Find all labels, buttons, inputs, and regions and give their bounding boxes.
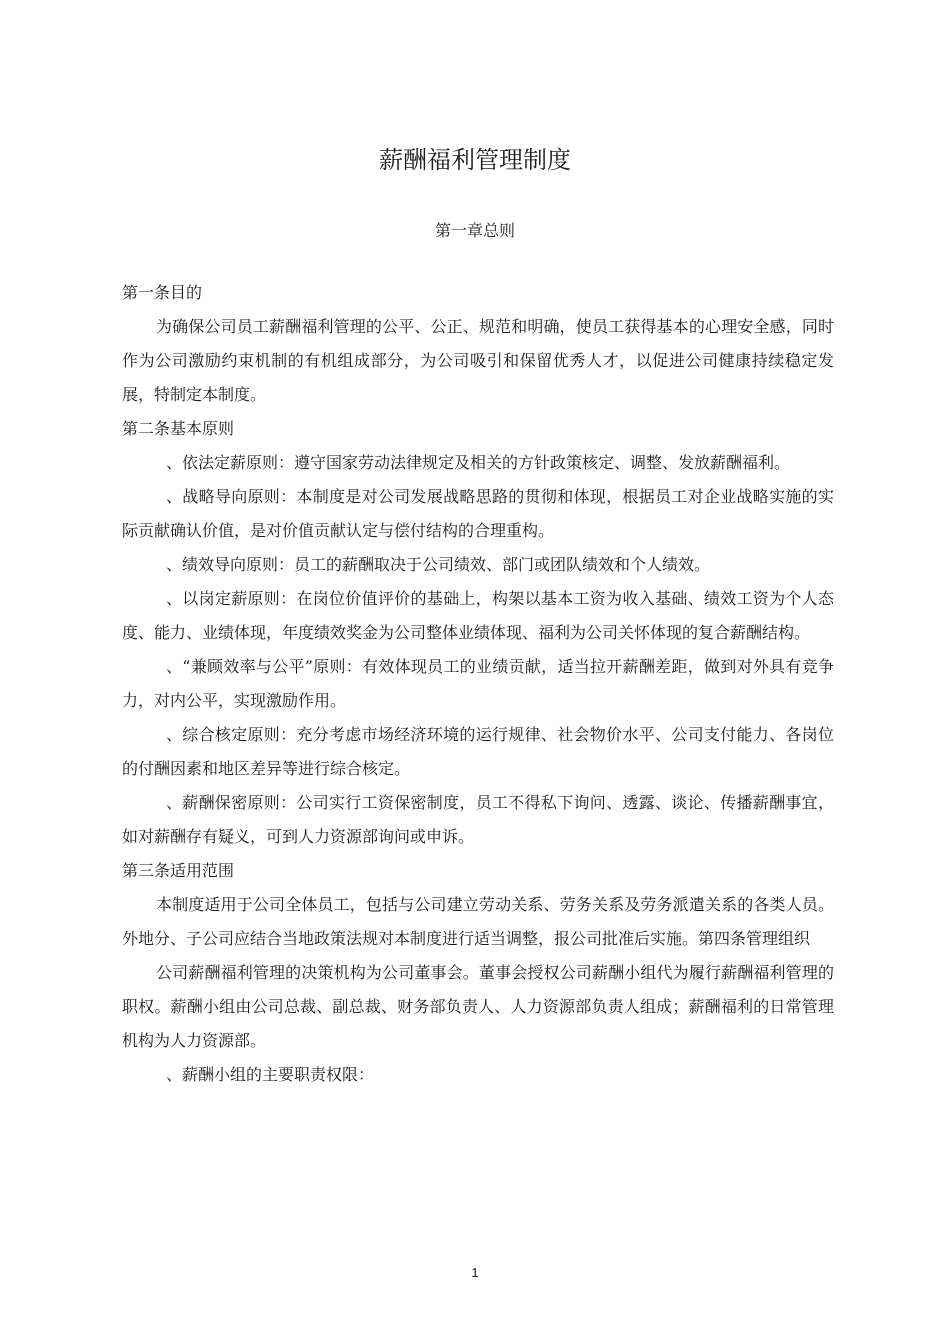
principle-item: 、依法定薪原则：遵守国家劳动法律规定及相关的方针政策核定、调整、发放薪酬福利。 <box>166 453 791 472</box>
document-title: 薪酬福利管理制度 <box>379 146 571 174</box>
article-2-heading: 第二条基本原则 <box>122 419 235 438</box>
principle-item: 、战略导向原则：本制度是对公司发展战略思路的贯彻和体现，根据员工对企业战略实施的实际贡献确认价值，是对价值贡献认定与偿付结构的合理重构。 <box>122 487 834 540</box>
principle-item: 、薪酬保密原则：公司实行工资保密制度，员工不得私下询问、透露、谈论、传播薪酬事宜，如对薪酬存有疑义，可到人力资源部询问或申诉。 <box>122 793 834 846</box>
principle-item: 、绩效导向原则：员工的薪酬取决于公司绩效、部门或团队绩效和个人绩效。 <box>166 555 711 574</box>
principle-item: 、“兼顾效率与公平”原则：有效体现员工的业绩贡献，适当拉开薪酬差距，做到对外具有竞争力，对内公平，实现激励作用。 <box>122 657 834 710</box>
article-4-text: 公司薪酬福利管理的决策机构为公司董事会。董事会授权公司薪酬小组代为履行薪酬福利管理的职权。薪酬小组由公司总裁、副总裁、财务部负责人、人力资源部负责人组成；薪酬福利的日常管理机构为人力资源部。 <box>122 963 834 1050</box>
principle-item: 、以岗定薪原则：在岗位价值评价的基础上，构架以基本工资为收入基础、绩效工资为个人态度、能力、业绩体现，年度绩效奖金为公司整体业绩体现、福利为公司关怀体现的复合薪酬结构。 <box>122 589 834 642</box>
document-body <box>122 276 834 1092</box>
article-3-heading: 第三条适用范围 <box>122 861 235 880</box>
article-1-text: 为确保公司员工薪酬福利管理的公平、公正、规范和明确，使员工获得基本的心理安全感，同时作为公司激励约束机制的有机组成部分，为公司吸引和保留优秀人才，以促进公司健康持续稳定发展，特制定本制度。 <box>122 317 834 404</box>
article-1-heading: 第一条目的 <box>122 283 203 302</box>
article-3-text: 本制度适用于公司全体员工，包括与公司建立劳动关系、劳务关系及劳务派遣关系的各类人员。外地分、子公司应结合当地政策法规对本制度进行适当调整，报公司批准后实施。第四条管理组织 <box>122 895 834 948</box>
chapter-heading: 第一章总则 <box>434 221 515 240</box>
page-number: 1 <box>471 1265 479 1280</box>
principle-item: 、综合核定原则：充分考虑市场经济环境的运行规律、社会物价水平、公司支付能力、各岗位的付酬因素和地区差异等进行综合核定。 <box>122 725 834 778</box>
article-4-item: 、薪酬小组的主要职责权限： <box>166 1065 375 1084</box>
